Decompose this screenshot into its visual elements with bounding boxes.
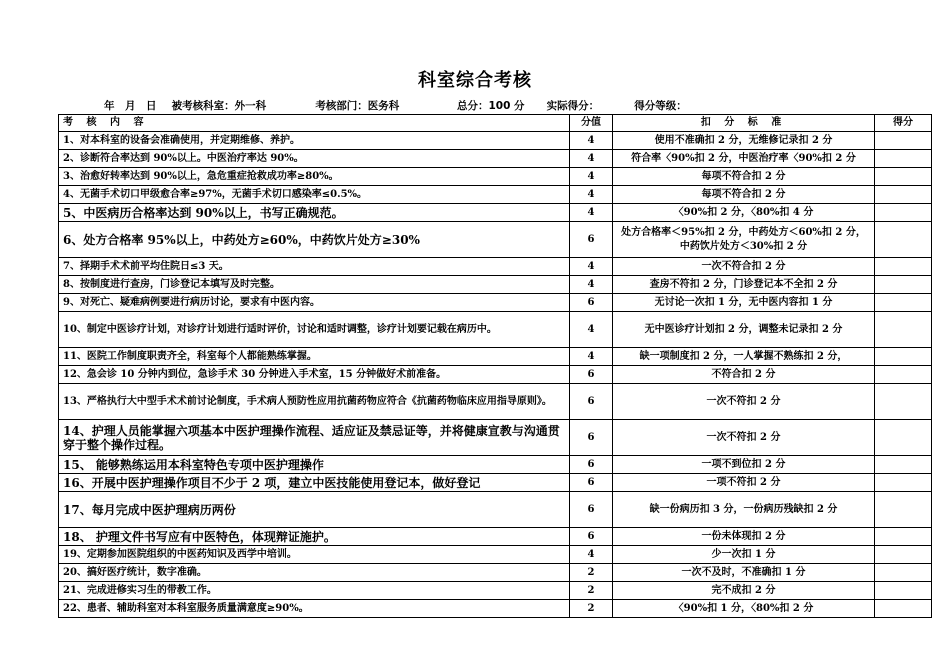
row-item: 7、择期手术术前平均住院日≤3 天。 [59, 258, 570, 276]
row-rule: 使用不准确扣 2 分，无维修记录扣 2 分 [613, 132, 875, 150]
row-score: 4 [570, 150, 613, 168]
table-row [59, 582, 932, 600]
row-item: 22、患者、辅助科室对本科室服务质量满意度≥90%。 [59, 600, 570, 618]
row-got[interactable] [875, 168, 932, 186]
row-rule: 符合率〈90%扣 2 分，中医治疗率〈90%扣 2 分 [613, 150, 875, 168]
actual-score-label: 实际得分： [546, 100, 600, 112]
table-row [59, 186, 932, 204]
table-row [59, 312, 932, 348]
row-item: 9、对死亡、疑难病例要进行病历讨论，要求有中医内容。 [59, 294, 570, 312]
header-item: 考 核 内 容 [59, 115, 570, 132]
date-label: 年 月 日 [104, 100, 157, 112]
row-rule: 缺一份病历扣 3 分，一份病历残缺扣 2 分 [613, 492, 875, 528]
row-item: 18、 护理文件书写应有中医特色，体现辩证施护。 [59, 528, 570, 546]
row-item: 3、治愈好转率达到 90%以上，急危重症抢救成功率≥80%。 [59, 168, 570, 186]
row-item: 16、开展中医护理操作项目不少于 2 项，建立中医技能使用登记本，做好登记 [59, 474, 570, 492]
row-item: 19、定期参加医院组织的中医药知识及西学中培训。 [59, 546, 570, 564]
row-rule: 无中医诊疗计划扣 2 分，调整未记录扣 2 分 [613, 312, 875, 348]
row-item: 8、按制度进行查房，门诊登记本填写及时完整。 [59, 276, 570, 294]
table-row [59, 348, 932, 366]
row-score: 6 [570, 384, 613, 420]
row-item: 6、处方合格率 95%以上，中药处方≥60%，中药饮片处方≥30% [59, 222, 570, 258]
row-score: 4 [570, 204, 613, 222]
row-rule: 一次不符合扣 2 分 [613, 258, 875, 276]
row-got[interactable] [875, 546, 932, 564]
table-row [59, 492, 932, 528]
dept-label: 被考核科室：外一科 [171, 100, 267, 112]
row-score: 2 [570, 600, 613, 618]
row-item: 10、制定中医诊疗计划，对诊疗计划进行适时评价，讨论和适时调整，诊疗计划要记载在病历中。 [59, 312, 570, 348]
table-row [59, 456, 932, 474]
row-item: 21、完成进修实习生的带教工作。 [59, 582, 570, 600]
row-rule: 查房不符扣 2 分，门诊登记本不全扣 2 分 [613, 276, 875, 294]
row-got[interactable] [875, 150, 932, 168]
row-score: 4 [570, 276, 613, 294]
row-item: 12、急会诊 10 分钟内到位，急诊手术 30 分钟进入手术室，15 分钟做好术前准备。 [59, 366, 570, 384]
row-got[interactable] [875, 528, 932, 546]
row-got[interactable] [875, 474, 932, 492]
table-row [59, 258, 932, 276]
row-got[interactable] [875, 222, 932, 258]
row-score: 2 [570, 582, 613, 600]
row-rule: 处方合格率＜95%扣 2 分，中药处方＜60%扣 2 分，中药饮片处方＜30%扣 2 分 [613, 222, 875, 258]
row-got[interactable] [875, 258, 932, 276]
review-dept-label: 考核部门：医务科 [315, 100, 400, 112]
row-score: 4 [570, 312, 613, 348]
row-got[interactable] [875, 366, 932, 384]
row-score: 6 [570, 474, 613, 492]
row-score: 4 [570, 186, 613, 204]
row-score: 4 [570, 258, 613, 276]
row-rule: 一项不到位扣 2 分 [613, 456, 875, 474]
row-got[interactable] [875, 384, 932, 420]
header-score: 分值 [570, 115, 613, 132]
row-got[interactable] [875, 456, 932, 474]
page-title: 科室综合考核 [418, 70, 532, 91]
row-rule: 每项不符合扣 2 分 [613, 168, 875, 186]
row-got[interactable] [875, 420, 932, 456]
table-row [59, 528, 932, 546]
table-row [59, 546, 932, 564]
row-item: 20、搞好医疗统计，数字准确。 [59, 564, 570, 582]
row-rule: 〈90%扣 1 分，〈80%扣 2 分 [613, 600, 875, 618]
grade-label: 得分等级： [634, 100, 687, 112]
row-rule: 一项不符扣 2 分 [613, 474, 875, 492]
row-score: 6 [570, 492, 613, 528]
row-score: 6 [570, 528, 613, 546]
row-item: 5、中医病历合格率达到 90%以上，书写正确规范。 [59, 204, 570, 222]
row-score: 2 [570, 564, 613, 582]
table-header [59, 115, 932, 132]
row-item: 15、 能够熟练运用本科室特色专项中医护理操作 [59, 456, 570, 474]
table-row [59, 600, 932, 618]
row-score: 6 [570, 456, 613, 474]
total-score-label: 总分：100 分 [456, 100, 525, 112]
table-row [59, 420, 932, 456]
row-item: 14、护理人员能掌握六项基本中医护理操作流程、适应证及禁忌证等，并将健康宣教与沟通贯穿于整个操作过程。 [59, 420, 570, 456]
row-score: 6 [570, 294, 613, 312]
row-got[interactable] [875, 492, 932, 528]
table-row [59, 204, 932, 222]
row-rule: 缺一项制度扣 2 分，一人掌握不熟练扣 2 分， [613, 348, 875, 366]
row-score: 6 [570, 420, 613, 456]
table-row [59, 474, 932, 492]
row-rule: 每项不符合扣 2 分 [613, 186, 875, 204]
table-row [59, 150, 932, 168]
row-rule: 一份未体现扣 2 分 [613, 528, 875, 546]
table-row [59, 564, 932, 582]
row-score: 4 [570, 132, 613, 150]
row-got[interactable] [875, 132, 932, 150]
table-row [59, 222, 932, 258]
row-got[interactable] [875, 312, 932, 348]
row-got[interactable] [875, 276, 932, 294]
row-got[interactable] [875, 564, 932, 582]
row-rule: 一次不符扣 2 分 [613, 420, 875, 456]
row-item: 1、对本科室的设备会准确使用，并定期维修、养护。 [59, 132, 570, 150]
table-row [59, 384, 932, 420]
table-row [59, 294, 932, 312]
row-rule: 完不成扣 2 分 [613, 582, 875, 600]
row-item: 17、每月完成中医护理病历两份 [59, 492, 570, 528]
table-row [59, 132, 932, 150]
row-item: 2、诊断符合率达到 90%以上。中医治疗率达 90%。 [59, 150, 570, 168]
form-meta [104, 98, 687, 113]
row-rule: 无讨论一次扣 1 分，无中医内容扣 1 分 [613, 294, 875, 312]
row-got[interactable] [875, 582, 932, 600]
row-score: 4 [570, 348, 613, 366]
row-got[interactable] [875, 186, 932, 204]
header-rule: 扣 分 标 准 [613, 115, 875, 132]
row-rule: 〈90%扣 2 分，〈80%扣 4 分 [613, 204, 875, 222]
row-rule: 一次不及时，不准确扣 1 分 [613, 564, 875, 582]
row-item: 13、严格执行大中型手术术前讨论制度，手术病人预防性应用抗菌药物应符合《抗菌药物临床应用指导原则》。 [59, 384, 570, 420]
row-rule: 不符合扣 2 分 [613, 366, 875, 384]
row-got[interactable] [875, 600, 932, 618]
header-got: 得分 [875, 115, 932, 132]
table-row [59, 276, 932, 294]
row-got[interactable] [875, 294, 932, 312]
row-item: 4、无菌手术切口甲级愈合率≥97%，无菌手术切口感染率≤0.5%。 [59, 186, 570, 204]
assessment-table [58, 114, 932, 618]
row-score: 4 [570, 168, 613, 186]
row-rule: 少一次扣 1 分 [613, 546, 875, 564]
row-rule: 一次不符扣 2 分 [613, 384, 875, 420]
row-score: 6 [570, 222, 613, 258]
row-score: 6 [570, 366, 613, 384]
table-row [59, 366, 932, 384]
table-row [59, 168, 932, 186]
row-score: 4 [570, 546, 613, 564]
row-item: 11、医院工作制度职责齐全，科室每个人都能熟练掌握。 [59, 348, 570, 366]
row-got[interactable] [875, 204, 932, 222]
row-got[interactable] [875, 348, 932, 366]
